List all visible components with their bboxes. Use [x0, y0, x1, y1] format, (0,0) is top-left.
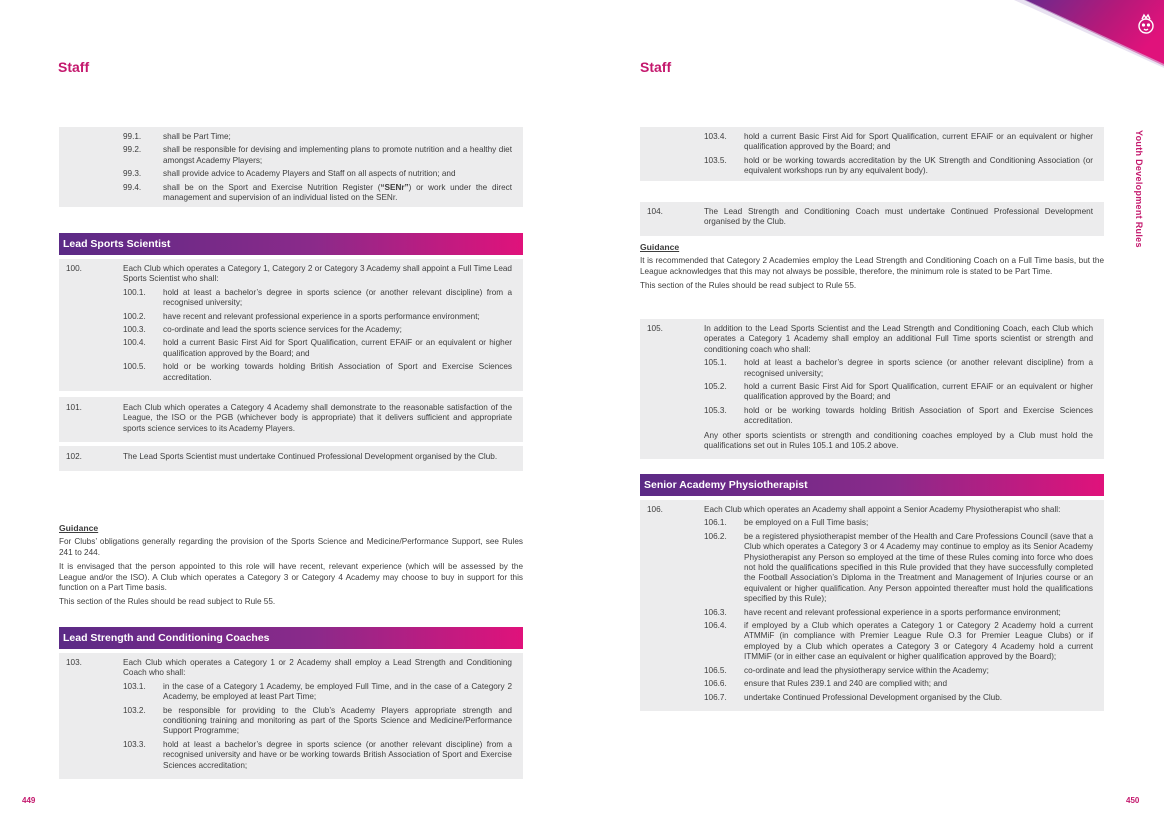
rule-box — [640, 500, 1104, 711]
rule-101: 101. Each Club which operates a Category 4 Academy shall demonstrate to the reasonable satisfaction of the League, the ISO or the PGB (whichever body is appropriate) that it delivers sufficient and appropriate sports science services to its Academy Players. — [66, 403, 512, 433]
sub-rule: 103.5. hold or be working towards accreditation by the UK Strength and Conditioning Association (or equivalent workshops run by any equivalent body). — [704, 155, 1093, 176]
sub-rule: 100.4. hold a current Basic First Aid for Sport Qualification, current EFAiF or an equivalent or higher qualification approved by the Board; and — [123, 338, 512, 358]
page-title: Staff — [58, 59, 90, 75]
rule-box — [59, 653, 523, 779]
rule-99-continuation — [59, 127, 523, 207]
sub-rule: 106.1. be employed on a Full Time basis; — [704, 518, 869, 528]
defined-term: “SENr” — [380, 182, 409, 192]
guidance-paragraph: It is envisaged that the person appointed to this role will have recent, relevant experience (which will be assessed by the League and/or the ISO). A Club which operates a Category 3 or Category 4 Academy may choose to buy in support for this function on a Part Time basis. — [59, 562, 523, 593]
sub-rule: 105.2. hold a current Basic First Aid for Sport Qualification, current EFAiF or an equivalent or higher qualification approved by the Board; and — [704, 382, 1093, 402]
sub-rule: 99.4. shall be on the Sport and Exercise Nutrition Register (“SENr”) or work under the direct management and supervision of an individual listed on the SENr. — [123, 182, 512, 203]
sub-rule: 100.5. hold or be working towards holding British Association of Sport and Exercise Sciences accreditation. — [123, 362, 512, 382]
sub-rule: 103.4. hold a current Basic First Aid for Sport Qualification, current EFAiF or an equivalent or higher qualification approved by the Board; and — [704, 132, 1093, 152]
rule-102: 102. The Lead Sports Scientist must undertake Continued Professional Development organised by the Club. — [66, 452, 498, 462]
sub-rule: 99.3. shall provide advice to Academy Players and Staff on all aspects of nutrition; and — [123, 169, 456, 179]
sub-rule: 99.1. shall be Part Time; — [123, 132, 231, 141]
rule-103-continuation — [640, 127, 1104, 181]
page-title: Staff — [640, 59, 672, 75]
lead-sports-scientist-section — [59, 233, 523, 471]
side-section-label: Youth Development Rules — [1134, 130, 1144, 248]
rule-103: 103. Each Club which operates a Category 1 or 2 Academy shall employ a Lead Strength and Conditioning Coach who shall: 103.1. in the case of a Category 1 Academy, be employed Full Time, and in the case of a Category 2 Academy, be employed at least Part Time; 103.2. be responsible for providing to the Club’s Academy Players appropriate strength and conditioning training and monitoring as part of the Sports Science and Medicine/Performance Support Programme; 103.3. hold at least a bachelor’s degree in sports science (or another relevant discipline) from a recognised university and have or be working towards British Association of Sport and Exercise Sciences accreditation; — [66, 658, 512, 770]
sub-rule: 106.5. co-ordinate and lead the physiotherapy service within the Academy; — [704, 665, 989, 675]
lead-strength-section — [59, 627, 523, 779]
guidance-paragraph: This section of the Rules should be read subject to Rule 55. — [59, 597, 276, 607]
rule-box — [640, 319, 1104, 459]
sub-rule: 106.4. if employed by a Club which operates a Category 1 or Category 2 Academy hold a current ATMMiF (in compliance with Premier League Rule O.3 for Premier League Clubs) or if employed by a Club which operates a Category 3 or Category 4 Academy hold a current ITMMiF (or in either case an equivalent or higher qualification approved by the Board); — [704, 621, 1093, 662]
rule-box — [59, 446, 523, 470]
guidance-block — [640, 242, 1104, 296]
section-header: Senior Academy Physiotherapist — [640, 474, 1104, 496]
section-header: Lead Strength and Conditioning Coaches — [59, 627, 523, 649]
physio-section — [640, 474, 1104, 711]
rule-105: 105. In addition to the Lead Sports Scientist and the Lead Strength and Conditioning Coach, each Club which operates a Category 1 Academy shall employ an additional Full Time sports scientist or strength and conditioning coach who shall: 105.1. hold at least a bachelor’s degree in sports science (or another relevant discipline) from a recognised university; 105.2. hold a current Basic First Aid for Sport Qualification, current EFAiF or an equivalent or higher qualification approved by the Board; and 105.3. hold or be working towards holding British Association of Sport and Exercise Sciences accreditation. Any other sports scientists or strength and conditioning coaches employed by a Club must hold the qualifications set out in Rules 105.1 and 105.2 above. — [647, 324, 1093, 451]
guidance-block — [59, 523, 523, 612]
rule-note: Any other sports scientists or strength and conditioning coaches employed by a Club must hold the qualifications set out in Rules 105.1 and 105.2 above. — [704, 430, 1093, 451]
sub-rule: 105.1. hold at least a bachelor’s degree in sports science (or another relevant discipline) from a recognised university; — [704, 358, 1093, 378]
sub-rule: 106.7. undertake Continued Professional Development organised by the Club. — [704, 692, 1003, 702]
sub-rule: 106.2. be a registered physiotherapist member of the Health and Care Professions Council (save that a Club which operates a Category 3 or 4 Academy may continue to employ as its Senior Academy Physiotherapist any Person so employed at the time of these Rules coming into force who does not hold the qualifications specified in this Rule provided that they have successfully completed the Football Association’s Diploma in the Treatment and Management of Injuries course or an equivalent or higher qualification. Any Person appointed thereafter must hold the qualifications specified by this Rule); — [704, 531, 1093, 604]
sub-rule: 100.2. have recent and relevant professional experience in a sports performance environment; — [123, 311, 480, 321]
rule-box — [59, 259, 523, 391]
sub-rule: 100.1. hold at least a bachelor’s degree in sports science (or another relevant discipline) from a recognised university; — [123, 287, 512, 308]
guidance-paragraph: This section of the Rules should be read subject to Rule 55. — [640, 281, 857, 291]
corner-tab — [1014, 0, 1164, 70]
guidance-heading: Guidance — [59, 523, 99, 533]
sub-rule: 99.2. shall be responsible for devising and implementing plans to promote nutrition and a healthy diet amongst Academy Players; — [123, 145, 512, 165]
guidance-paragraph: It is recommended that Category 2 Academies employ the Lead Strength and Conditioning Coach on a Full Time basis, but the League acknowledges that this may not always be possible, therefore, the minimum role is stated to be Part Time. — [640, 256, 1104, 276]
rule-104: 104. The Lead Strength and Conditioning Coach must undertake Continued Professional Development organised by the Club. — [647, 207, 1093, 227]
rule-box — [59, 397, 523, 442]
sub-rule: 105.3. hold or be working towards holding British Association of Sport and Exercise Sciences accreditation. — [704, 405, 1093, 426]
sub-rule: 103.3. hold at least a bachelor’s degree in sports science (or another relevant discipline) from a recognised university and have or be working towards British Association of Sport and Exercise Sciences accreditation; — [123, 739, 512, 770]
sub-rule: 103.2. be responsible for providing to the Club’s Academy Players appropriate strength and conditioning training and monitoring as part of the Sports Science and Medicine/Performance Support Programme; — [123, 705, 512, 736]
sub-rule: 106.3. have recent and relevant professional experience in a sports performance environment; — [704, 607, 1061, 617]
guidance-paragraph: For Clubs’ obligations generally regarding the provision of the Sports Science and Medicine/Performance Support, see Rules 241 to 244. — [59, 537, 523, 557]
sub-rule: 106.6. ensure that Rules 239.1 and 240 are complied with; and — [704, 679, 948, 689]
rule-box — [640, 202, 1104, 236]
section-header: Lead Sports Scientist — [59, 233, 523, 255]
sub-rule: 100.3. co-ordinate and lead the sports science services for the Academy; — [123, 325, 402, 335]
rule-100: 100. Each Club which operates a Category 1, Category 2 or Category 3 Academy shall appoint a Full Time Lead Sports Scientist who shall: 100.1. hold at least a bachelor’s degree in sports science (or another relevant discipline) from a recognised university; 100.2. have recent and relevant professional experience in a sports performance environment; 100.3. co-ordinate and lead the sports science services for the Academy; 100.4. hold a current Basic First Aid for Sport Qualification, current EFAiF or an equivalent or higher qualification approved by the Board; and 100.5. hold or be working towards holding British Association of Sport and Exercise Sciences accreditation. — [66, 264, 512, 382]
page-number: 450 — [1126, 796, 1140, 805]
page-number: 449 — [22, 796, 36, 805]
rule-106: 106. Each Club which operates an Academy shall appoint a Senior Academy Physiotherapist who shall: 106.1. be employed on a Full Time basis; 106.2. be a registered physiotherapist member of the Health and Care Professions Council (save that a Club which operates a Category 3 or 4 Academy may continue to employ as its Senior Academy Physiotherapist any Person so employed at the time of these Rules coming into force who does not hold the qualifications specified in this Rule provided that they have successfully completed the Football Association’s Diploma in the Treatment and Management of Injuries course or an equivalent or higher qualification. Any Person appointed thereafter must hold the qualifications specified by this Rule); 106.3. have recent and relevant professional experience in a sports performance environment; 106.4. if employed by a Club which operates a Category 1 or Category 2 Academy hold a current ATMMiF (in compliance with Premier League Rule O.3 for Premier League Clubs) or if employed by a Club which operates a Category 3 or Category 4 Academy hold a current ITMMiF (or in either case an equivalent or higher qualification approved by the Board); 106.5. co-ordinate and lead the physiotherapy service within the Academy; 106.6. ensure that Rules 239.1 and 240 are complied with; and 106.7. undertake Continued Professional Development organised by the Club. — [647, 505, 1093, 702]
guidance-heading: Guidance — [640, 242, 680, 252]
right-page — [582, 0, 1164, 825]
sub-rule: 103.1. in the case of a Category 1 Academy, be employed Full Time, and in the case of a Category 2 Academy, be employed at least Part Time; — [123, 681, 512, 702]
